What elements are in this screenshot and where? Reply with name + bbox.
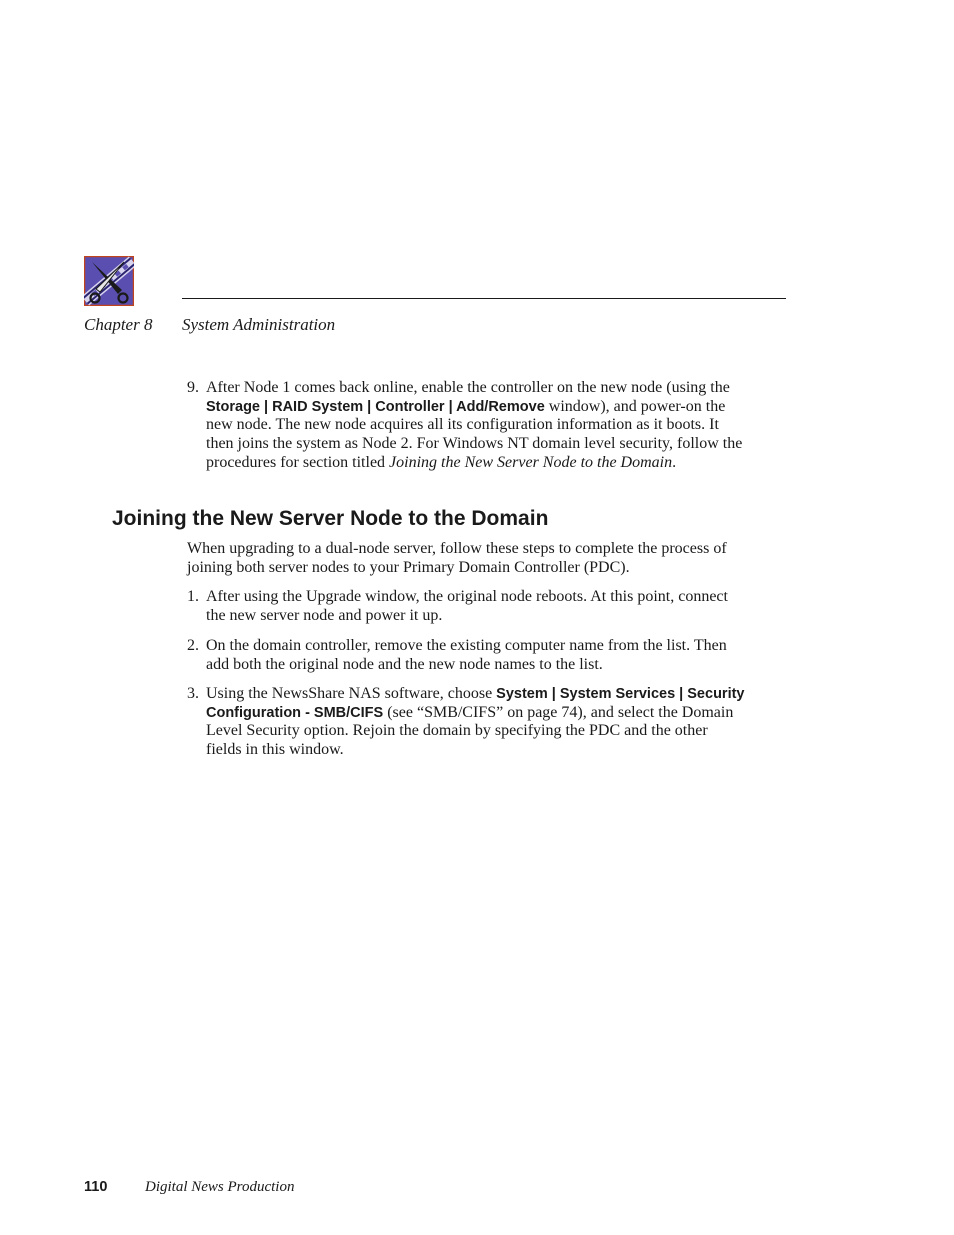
section-heading: Joining the New Server Node to the Domain (112, 507, 549, 530)
book-title: Digital News Production (145, 1179, 295, 1195)
step-text: Using the NewsShare NAS software, choose System | System Services | Security Configuration - SMB/CIFS (see “SMB/CIFS” on page 74), and select the Domain Level Security option. Rejoin the domain by specifying the PDC and the other fields in this window. (206, 685, 745, 759)
step-text: After Node 1 comes back online, enable the controller on the new node (using the Storage | RAID System | Controller | Add/Remove window), and power-on the new node. The new node acquires all its configuration information as it boots. It then joins the system as Node 2. For Windows NT domain level security, follow the procedures for section titled Joining the New Server Node to the Domain. (206, 379, 743, 471)
section-reference: Joining the New Server Node to the Domain (389, 453, 673, 471)
ui-path: System | System Services | Security Configuration - SMB/CIFS (206, 686, 745, 721)
list-item (187, 637, 747, 674)
running-head (84, 315, 335, 335)
step-number: 2. (187, 637, 199, 654)
film-scissors-icon (84, 256, 134, 306)
list-item (187, 588, 747, 625)
step-number: 3. (187, 685, 199, 702)
ui-path: Storage | RAID System | Controller | Add/Remove (206, 398, 545, 415)
page-number: 110 (84, 1179, 108, 1195)
step-text: After using the Upgrade window, the original node reboots. At this point, connect the new server node and power it up. (206, 588, 728, 624)
intro-paragraph: When upgrading to a dual-node server, follow these steps to complete the process of joining both server nodes to your Primary Domain Controller (PDC). (187, 540, 727, 576)
step-text: On the domain controller, remove the existing computer name from the list. Then add both the original node and the new node names to the list. (206, 637, 727, 673)
list-item (187, 685, 747, 760)
chapter-label: Chapter 8 (84, 315, 153, 334)
section-title: System Administration (182, 315, 336, 334)
step-number: 9. (187, 379, 199, 396)
list-item (187, 379, 747, 473)
step-number: 1. (187, 588, 199, 605)
header-rule (182, 298, 786, 299)
